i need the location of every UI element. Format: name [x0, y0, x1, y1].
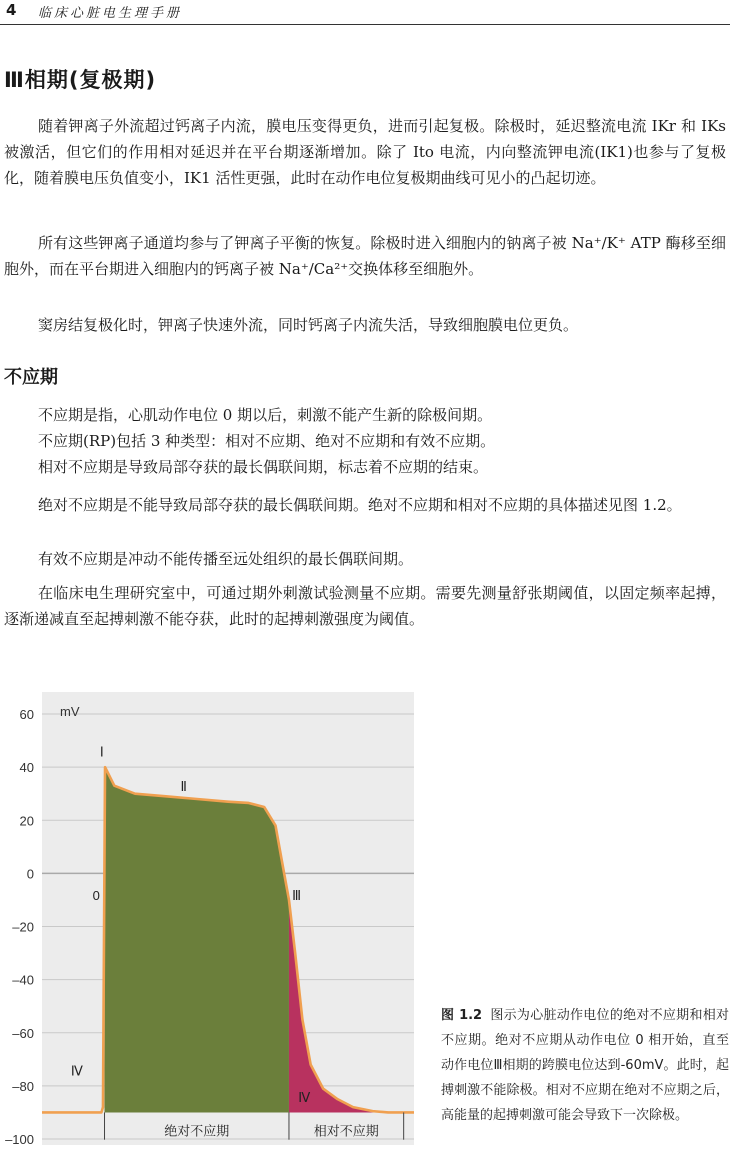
- absolute-refractory-area: [105, 767, 289, 1112]
- y-tick-label: –40: [12, 972, 34, 988]
- phase-label: Ⅲ: [292, 887, 302, 903]
- phase-label: 0: [92, 887, 100, 903]
- running-title: 临床心脏电生理手册: [38, 6, 183, 21]
- paragraph: 窦房结复极化时，钾离子快速外流，同时钙离子内流失活，导致细胞膜电位更负。: [38, 316, 579, 334]
- action-potential-figure: [0, 690, 420, 1154]
- figure-caption: [441, 1003, 729, 1128]
- y-tick-label: –20: [12, 919, 34, 935]
- y-axis-unit: mV: [60, 704, 80, 719]
- y-tick-label: 40: [19, 760, 34, 776]
- figure-number: 图 1.2: [441, 1008, 483, 1023]
- paragraph: 不应期是指，心肌动作电位 0 期以后，刺激不能产生新的除极间期。: [38, 406, 493, 424]
- paragraph: 相对不应期是导致局部夺获的最长偶联间期，标志着不应期的结束。: [38, 458, 489, 476]
- y-tick-label: 0: [26, 866, 34, 882]
- absolute-refractory-label: 绝对不应期: [164, 1124, 230, 1140]
- figure-caption-text: 图示为心脏动作电位的绝对不应期和相对不应期。绝对不应期从动作电位 0 相开始，直至动作电位Ⅲ相期的跨膜电位达到-60mV。此时，起搏刺激不能除极。相对不应期在绝对不应期之后，高能量的起搏刺激可能会导致下一次除极。: [441, 1008, 729, 1123]
- y-tick-label: –80: [12, 1078, 34, 1094]
- relative-refractory-label: 相对不应期: [313, 1124, 379, 1140]
- paragraph: 在临床电生理研究室中，可通过期外刺激试验测量不应期。需要先测量舒张期阈值，以固定频率起搏，逐渐递减直至起搏刺激不能夺获，此时的起搏刺激强度为阈值。: [4, 584, 726, 628]
- action-potential-chart: [0, 690, 420, 1154]
- paragraph: 所有这些钾离子通道均参与了钾离子平衡的恢复。除极时进入细胞内的钠离子被 Na⁺/K⁺ ATP 酶移至细胞外，而在平台期进入细胞内的钙离子被 Na⁺/Ca²⁺交换体移至细胞外。: [4, 234, 726, 278]
- y-tick-label: 20: [19, 813, 34, 829]
- phase-label: Ⅰ: [99, 744, 104, 760]
- paragraph: 绝对不应期是不能导致局部夺获的最长偶联间期。绝对不应期和相对不应期的具体描述见图 1.2。: [38, 496, 682, 514]
- paragraph: 不应期(RP)包括 3 种类型：相对不应期、绝对不应期和有效不应期。: [38, 432, 496, 450]
- y-tick-label: –100: [5, 1132, 34, 1147]
- paragraph: 有效不应期是冲动不能传播至远处组织的最长偶联间期。: [38, 550, 414, 568]
- paragraph: 随着钾离子外流超过钙离子内流，膜电压变得更负，进而引起复极。除极时，延迟整流电流 IKr 和 IKs 被激活，但它们的作用相对延迟并在平台期逐渐增加。除了 Ito 电流，内向整流钾电流(IK1)也参与了复极化，随着膜电压负值变小，IK1 活性更强，此时在动作电位复极期曲线可见小的凸起切迹。: [4, 117, 726, 187]
- y-tick-label: 60: [19, 707, 34, 722]
- phase-label: Ⅱ: [180, 779, 187, 795]
- running-header: [0, 0, 730, 25]
- phase-label: Ⅳ: [298, 1089, 311, 1105]
- section-heading-phase3: Ⅲ相期(复极期): [4, 68, 157, 92]
- page-number: 4: [6, 1, 17, 19]
- y-tick-label: –60: [12, 1025, 34, 1041]
- section-heading-refractory: 不应期: [4, 367, 58, 388]
- phase-label: Ⅳ: [70, 1063, 83, 1079]
